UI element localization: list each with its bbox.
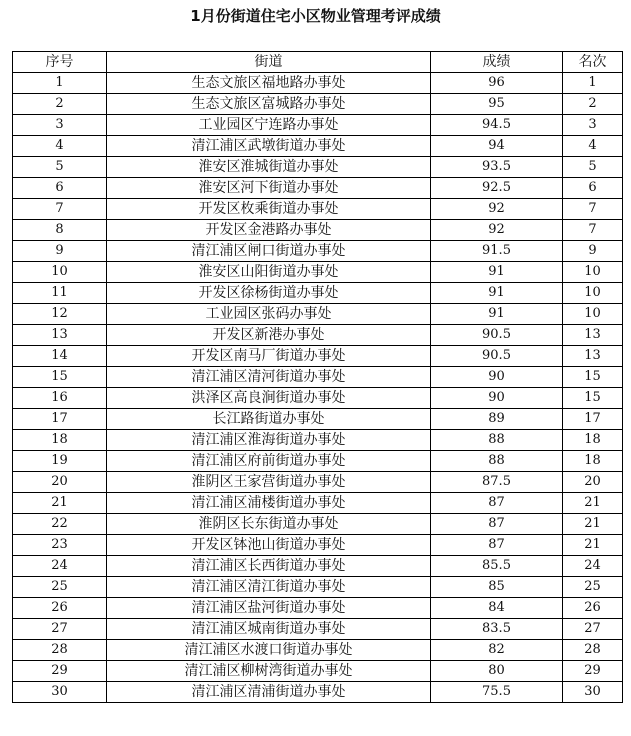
row-index-cell: 16 <box>13 388 107 409</box>
score-cell: 82 <box>431 640 563 661</box>
row-index-cell: 28 <box>13 640 107 661</box>
rank-cell: 30 <box>563 682 623 703</box>
score-cell: 87.5 <box>431 472 563 493</box>
street-name-cell: 洪泽区高良涧街道办事处 <box>107 388 431 409</box>
row-index-cell: 9 <box>13 241 107 262</box>
rank-cell: 21 <box>563 535 623 556</box>
street-name-cell: 清江浦区清浦街道办事处 <box>107 682 431 703</box>
street-name-cell: 淮阴区长东街道办事处 <box>107 514 431 535</box>
street-name-cell: 淮安区河下街道办事处 <box>107 178 431 199</box>
row-index-cell: 5 <box>13 157 107 178</box>
score-cell: 75.5 <box>431 682 563 703</box>
score-cell: 94.5 <box>431 115 563 136</box>
rank-cell: 20 <box>563 472 623 493</box>
table-row <box>13 199 623 220</box>
column-header-score: 成绩 <box>431 52 563 73</box>
street-name-cell: 开发区新港办事处 <box>107 325 431 346</box>
table-row <box>13 598 623 619</box>
street-name-cell: 淮安区淮城街道办事处 <box>107 157 431 178</box>
street-name-cell: 清江浦区清河街道办事处 <box>107 367 431 388</box>
score-cell: 96 <box>431 73 563 94</box>
rank-cell: 10 <box>563 283 623 304</box>
score-cell: 91 <box>431 283 563 304</box>
row-index-cell: 29 <box>13 661 107 682</box>
table-row <box>13 283 623 304</box>
street-name-cell: 清江浦区清江街道办事处 <box>107 577 431 598</box>
table-row <box>13 472 623 493</box>
street-name-cell: 清江浦区柳树湾街道办事处 <box>107 661 431 682</box>
row-index-cell: 17 <box>13 409 107 430</box>
row-index-cell: 21 <box>13 493 107 514</box>
score-cell: 80 <box>431 661 563 682</box>
table-row <box>13 367 623 388</box>
table-row <box>13 388 623 409</box>
table-row <box>13 136 623 157</box>
score-cell: 85 <box>431 577 563 598</box>
table-row <box>13 304 623 325</box>
rank-cell: 27 <box>563 619 623 640</box>
street-name-cell: 长江路街道办事处 <box>107 409 431 430</box>
table-row <box>13 409 623 430</box>
score-cell: 90 <box>431 367 563 388</box>
score-table <box>12 51 623 703</box>
column-header-rank: 名次 <box>563 52 623 73</box>
table-row <box>13 535 623 556</box>
table-row <box>13 220 623 241</box>
street-name-cell: 清江浦区淮海街道办事处 <box>107 430 431 451</box>
rank-cell: 10 <box>563 304 623 325</box>
rank-cell: 15 <box>563 367 623 388</box>
street-name-cell: 清江浦区闸口街道办事处 <box>107 241 431 262</box>
score-cell: 88 <box>431 430 563 451</box>
header-row <box>13 52 623 73</box>
row-index-cell: 18 <box>13 430 107 451</box>
rank-cell: 7 <box>563 220 623 241</box>
score-cell: 91.5 <box>431 241 563 262</box>
score-cell: 90.5 <box>431 325 563 346</box>
street-name-cell: 生态文旅区富城路办事处 <box>107 94 431 115</box>
street-name-cell: 开发区钵池山街道办事处 <box>107 535 431 556</box>
row-index-cell: 22 <box>13 514 107 535</box>
table-row <box>13 577 623 598</box>
rank-cell: 2 <box>563 94 623 115</box>
row-index-cell: 8 <box>13 220 107 241</box>
score-cell: 87 <box>431 493 563 514</box>
table-row <box>13 493 623 514</box>
row-index-cell: 1 <box>13 73 107 94</box>
score-cell: 92 <box>431 220 563 241</box>
table-row <box>13 682 623 703</box>
street-name-cell: 淮阴区王家营街道办事处 <box>107 472 431 493</box>
street-name-cell: 淮安区山阳街道办事处 <box>107 262 431 283</box>
rank-cell: 28 <box>563 640 623 661</box>
row-index-cell: 2 <box>13 94 107 115</box>
table-row <box>13 661 623 682</box>
table-body <box>13 73 623 703</box>
table-row <box>13 430 623 451</box>
row-index-cell: 27 <box>13 619 107 640</box>
row-index-cell: 3 <box>13 115 107 136</box>
row-index-cell: 26 <box>13 598 107 619</box>
row-index-cell: 4 <box>13 136 107 157</box>
street-name-cell: 工业园区张码办事处 <box>107 304 431 325</box>
rank-cell: 1 <box>563 73 623 94</box>
row-index-cell: 25 <box>13 577 107 598</box>
rank-cell: 7 <box>563 199 623 220</box>
rank-cell: 4 <box>563 136 623 157</box>
street-name-cell: 清江浦区水渡口街道办事处 <box>107 640 431 661</box>
rank-cell: 29 <box>563 661 623 682</box>
score-cell: 84 <box>431 598 563 619</box>
table-row <box>13 346 623 367</box>
rank-cell: 17 <box>563 409 623 430</box>
street-name-cell: 生态文旅区福地路办事处 <box>107 73 431 94</box>
table-row <box>13 514 623 535</box>
score-cell: 85.5 <box>431 556 563 577</box>
rank-cell: 26 <box>563 598 623 619</box>
score-cell: 89 <box>431 409 563 430</box>
table-row <box>13 556 623 577</box>
street-name-cell: 清江浦区浦楼街道办事处 <box>107 493 431 514</box>
street-name-cell: 开发区南马厂街道办事处 <box>107 346 431 367</box>
rank-cell: 13 <box>563 346 623 367</box>
rank-cell: 13 <box>563 325 623 346</box>
table-row <box>13 94 623 115</box>
row-index-cell: 14 <box>13 346 107 367</box>
table-row <box>13 262 623 283</box>
score-cell: 90.5 <box>431 346 563 367</box>
rank-cell: 18 <box>563 451 623 472</box>
rank-cell: 9 <box>563 241 623 262</box>
rank-cell: 24 <box>563 556 623 577</box>
rank-cell: 3 <box>563 115 623 136</box>
row-index-cell: 23 <box>13 535 107 556</box>
street-name-cell: 清江浦区府前街道办事处 <box>107 451 431 472</box>
rank-cell: 21 <box>563 493 623 514</box>
row-index-cell: 6 <box>13 178 107 199</box>
score-cell: 92.5 <box>431 178 563 199</box>
table-row <box>13 178 623 199</box>
score-cell: 87 <box>431 535 563 556</box>
rank-cell: 21 <box>563 514 623 535</box>
row-index-cell: 24 <box>13 556 107 577</box>
score-cell: 94 <box>431 136 563 157</box>
table-row <box>13 640 623 661</box>
score-cell: 95 <box>431 94 563 115</box>
row-index-cell: 11 <box>13 283 107 304</box>
street-name-cell: 清江浦区武墩街道办事处 <box>107 136 431 157</box>
page-title: 1月份街道住宅小区物业管理考评成绩 <box>190 7 441 25</box>
table-row <box>13 73 623 94</box>
row-index-cell: 20 <box>13 472 107 493</box>
row-index-cell: 12 <box>13 304 107 325</box>
street-name-cell: 清江浦区盐河街道办事处 <box>107 598 431 619</box>
rank-cell: 25 <box>563 577 623 598</box>
score-cell: 91 <box>431 262 563 283</box>
score-cell: 93.5 <box>431 157 563 178</box>
row-index-cell: 13 <box>13 325 107 346</box>
row-index-cell: 10 <box>13 262 107 283</box>
street-name-cell: 工业园区宁连路办事处 <box>107 115 431 136</box>
street-name-cell: 开发区徐杨街道办事处 <box>107 283 431 304</box>
column-header-index: 序号 <box>13 52 107 73</box>
table-row <box>13 115 623 136</box>
rank-cell: 5 <box>563 157 623 178</box>
score-cell: 91 <box>431 304 563 325</box>
score-cell: 92 <box>431 199 563 220</box>
row-index-cell: 30 <box>13 682 107 703</box>
street-name-cell: 清江浦区长西街道办事处 <box>107 556 431 577</box>
row-index-cell: 19 <box>13 451 107 472</box>
column-header-street: 街道 <box>107 52 431 73</box>
row-index-cell: 15 <box>13 367 107 388</box>
table-row <box>13 619 623 640</box>
row-index-cell: 7 <box>13 199 107 220</box>
street-name-cell: 清江浦区城南街道办事处 <box>107 619 431 640</box>
rank-cell: 18 <box>563 430 623 451</box>
score-cell: 83.5 <box>431 619 563 640</box>
street-name-cell: 开发区金港路办事处 <box>107 220 431 241</box>
table-row <box>13 241 623 262</box>
score-cell: 88 <box>431 451 563 472</box>
rank-cell: 6 <box>563 178 623 199</box>
rank-cell: 10 <box>563 262 623 283</box>
table-row <box>13 451 623 472</box>
score-cell: 87 <box>431 514 563 535</box>
table-row <box>13 325 623 346</box>
rank-cell: 15 <box>563 388 623 409</box>
street-name-cell: 开发区枚乘街道办事处 <box>107 199 431 220</box>
score-cell: 90 <box>431 388 563 409</box>
table-row <box>13 157 623 178</box>
